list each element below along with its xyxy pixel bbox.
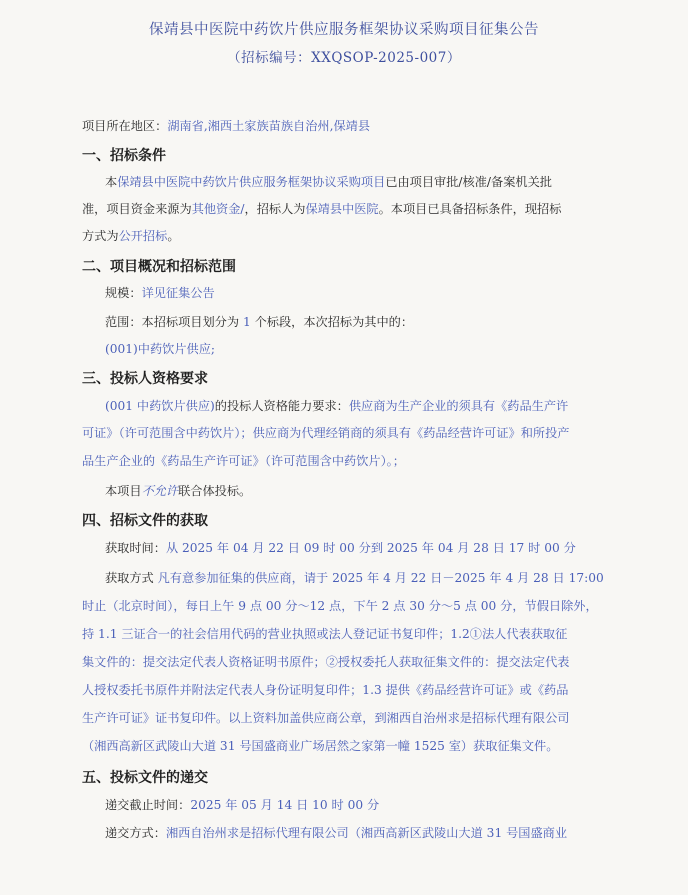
project-name: 保靖县中医院中药饮片供应服务框架协议采购项目 xyxy=(117,175,386,189)
qual-line-2: 可证》（许可范围含中药饮片）；供应商为代理经销商的须具有《药品经营许可证》和所投产 xyxy=(82,426,570,440)
qual-text: 的投标人资格能力要求： xyxy=(214,399,349,413)
qual-line-1 xyxy=(105,398,568,414)
joint-bid-line xyxy=(105,483,251,499)
s1-line-3 xyxy=(82,228,180,244)
notice-title: 保靖县中医院中药饮片供应服务框架协议采购项目征集公告 xyxy=(149,22,539,38)
s1-text: ，招标人为 xyxy=(244,202,306,216)
s1-line-1 xyxy=(105,174,552,190)
submit-method-line xyxy=(105,825,567,841)
obtain-time-label: 获取时间： xyxy=(105,541,166,555)
section-1-heading: 一、招标条件 xyxy=(82,148,166,164)
bid-number: （招标编号：XXQSOP-2025-007） xyxy=(227,50,461,66)
scale-label: 规模： xyxy=(105,286,142,300)
section-3-heading: 三、投标人资格要求 xyxy=(82,371,208,387)
obtain-method-line-2: 时止（北京时间），每日上午 9 点 00 分～12 点，下午 2 点 30 分～5 点 00 分，节假日除外， xyxy=(82,599,598,613)
s1-line-2 xyxy=(82,201,561,217)
s1-text: 。本项目已具备招标条件，现招标 xyxy=(378,202,562,216)
s1-text: 本 xyxy=(105,175,118,189)
location-label: 项目所在地区： xyxy=(82,119,168,133)
lot-line: (001)中药饮片供应; xyxy=(105,342,216,356)
qual-line-3: 品生产企业的《药品生产许可证》（许可范围含中药饮片）。； xyxy=(82,454,405,468)
s1-text: 方式为 xyxy=(82,229,119,243)
deadline-line xyxy=(105,797,379,813)
scale-value: 详见征集公告 xyxy=(141,286,215,300)
joint-text: 本项目 xyxy=(105,484,142,498)
joint-text: 联合体投标。 xyxy=(178,484,252,498)
obtain-time-value: 从 2025 年 04 月 22 日 09 时 00 分到 2025 年 04 月 28 日 17 时 00 分 xyxy=(165,541,576,555)
tenderer: 保靖县中医院 xyxy=(305,202,379,216)
obtain-method-text: 凡有意参加征集的供应商，请于 2025 年 4 月 22 日－2025 年 4 月 28 日 17:00 xyxy=(157,571,604,585)
obtain-method-line-5: 人授权委托书原件并附法定代表人身份证明复印件；1.3 提供《药品经营许可证》或《药品 xyxy=(82,683,569,697)
range-text: 范围：本招标项目划分为 xyxy=(105,315,240,329)
location-value: 湖南省,湘西土家族苗族自治州,保靖县 xyxy=(167,119,371,133)
section-2-heading: 二、项目概况和招标范围 xyxy=(82,259,236,275)
section-4-heading: 四、招标文件的获取 xyxy=(82,513,208,529)
submit-method-value: 湘西自治州求是招标代理有限公司（湘西高新区武陵山大道 31 号国盛商业 xyxy=(165,826,568,840)
obtain-method-line-7: （湘西高新区武陵山大道 31 号国盛商业广场居然之家第一幢 1525 室）获取征集文件。 xyxy=(82,739,559,753)
obtain-method-line-6: 生产许可证》证书复印件。以上资料加盖供应商公章，到湘西自治州求是招标代理有限公司 xyxy=(82,711,570,725)
deadline-label: 递交截止时间： xyxy=(105,798,191,812)
obtain-time-line xyxy=(105,540,576,556)
fund-source: 其他资金/ xyxy=(191,202,245,216)
location-line xyxy=(82,118,370,134)
deadline-value: 2025 年 05 月 14 日 10 时 00 分 xyxy=(190,798,380,812)
lot-ref: (001 中药饮片供应) xyxy=(105,399,215,413)
s1-text: 准，项目资金来源为 xyxy=(82,202,192,216)
obtain-method-line-3: 持 1.1 三证合一的社会信用代码的营业执照或法人登记证书复印件；1.2①法人代表获取征 xyxy=(82,627,568,641)
obtain-method-line-1 xyxy=(105,570,604,586)
submit-method-label: 递交方式： xyxy=(105,826,166,840)
obtain-method-line-4: 集文件的：提交法定代表人资格证明书原件；②授权委托人获取征集文件的：提交法定代表 xyxy=(82,655,570,669)
obtain-method-label: 获取方式 xyxy=(105,571,154,585)
s1-text: 已由项目审批/核准/备案机关批 xyxy=(385,175,552,189)
s1-text: 。 xyxy=(167,229,180,243)
joint-value: 不允许 xyxy=(141,484,179,498)
tender-method: 公开招标 xyxy=(118,229,168,243)
lot-count: 1 xyxy=(242,315,251,329)
scale-line xyxy=(105,285,215,301)
qual-text: 供应商为生产企业的须具有《药品生产许 xyxy=(348,399,569,413)
section-5-heading: 五、投标文件的递交 xyxy=(82,770,208,786)
range-line xyxy=(105,314,413,330)
range-text: 个标段，本次招标为其中的： xyxy=(254,315,414,329)
